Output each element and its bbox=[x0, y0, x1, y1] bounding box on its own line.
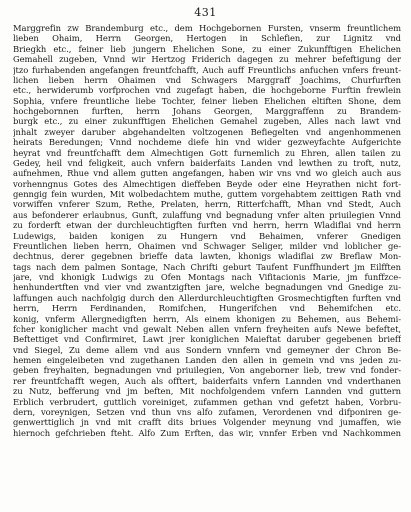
text-line: vorwiffen vnferer Szum, Rethe, Prelaten, herrn, Ritterfchafft, Mhan vnd Stedt, Auch bbox=[13, 199, 401, 210]
text-line: heirats Beredungen; Vnnd nochdeme diefe hin vnd wider gezweyfachte Aufgerichte bbox=[13, 137, 401, 148]
text-line: Freuntlichen lieben herrn, Ohaimen vnd Schwager Seliger, milder vnd loblicher ge- bbox=[13, 240, 401, 251]
text-line: Erblich verbrudert, guttlich voreiniget, zufammen gethan vnd gefetzt haben, Vorbru- bbox=[13, 396, 401, 407]
text-line: lieben Ohaim, Herrn Georgen, Hertogen in Schlefien, zur Lignitz vnd bbox=[13, 33, 401, 44]
text-line: jare, vnd khonigk Ludwigs zu Ofen Montags nach Vifitacionis Marie, jm funffzce- bbox=[13, 272, 401, 282]
text-line: henhundertften vnd vier vnd zwantzigften jare, welche begnadungen vnd Gnedige zu- bbox=[13, 282, 401, 293]
text-line: Gedey, heil vnd feligkeit, auch vnfern baiderfaits Landen vnd lewthen zu troft, nutz, bbox=[13, 157, 401, 168]
text-line: vorhenngnus Gotes des Almechtigen dieffeben Beyde oder eine Heyrathen nicht fort- bbox=[13, 178, 401, 189]
text-line: genngig fein wurden, Mit wolbedachtem muthe, guttem vorgehabtem zeittigen Rath vnd bbox=[13, 189, 401, 199]
text-line: rer freuntfchafft wegen, Auch als offtert, baiderfaits vnfern Lannden vnd vnderthanen bbox=[13, 375, 401, 386]
text-line: jnhalt zweyer daruber abgehandelten voltzogenen Befiegelten vnd angenhommenen bbox=[13, 126, 401, 137]
text-line: etc., herwiderumb vorfprochen vnd zugefagt haben, die hochgeborne Furftin frewlein bbox=[13, 85, 401, 96]
text-line: heyrat vnd freuntfchafft dem Almechtigen Gott furnemlich zu Ehren, allen tailen zu bbox=[13, 147, 401, 158]
text-line: genwerttiglich jn vnd mit crafft dits briues Volgender meynung vnd jumaffen, wie bbox=[13, 417, 401, 428]
text-line: geben freyhaiten, begnadungen vnd priuilegien, Von angeborner lieb, trew vnd fonder- bbox=[13, 365, 401, 376]
text-line: lichen lieben herrn Ohaimen vnd Schwagers Marggraff Joachims, Churfurften bbox=[13, 74, 401, 85]
text-line: jtzo furhabenden angefangen freuntfchafft, Auch auff Freuntlichs anfuchen vnfers freunt- bbox=[13, 64, 401, 75]
text-line: hiernoch gefchrieben fteht. Alfo Zum Erften, das wir, vnnfer Erben vnd Nachkommen bbox=[13, 427, 401, 438]
text-line: vnd Siegel, Zu deme allem vnd aus Sondern vnnfern vnd gemeyner der Chron Be- bbox=[13, 344, 401, 355]
text-line: tags nach dem palmen Sontage, Nach Chrifti geburt Taufent Funffhundert jm Eilfften bbox=[13, 261, 401, 272]
page-number: 431 bbox=[194, 6, 217, 19]
text-line: aufnehmen, Rhue vnd allem gutten angefangen, haben wir vns vnd wo gleich auch aus bbox=[13, 168, 401, 179]
text-line: dechtnus, derer gegebnen brieffe data lawten, khonigs wladiflai zw Breflaw Mon- bbox=[13, 251, 401, 262]
text-line: fcher koniglicher macht vnd gewalt Neben allen vnfern freyheiten aufs Newe befeftet, bbox=[13, 323, 401, 334]
text-line: hochgebornnen furften, herrn Johans Georgen, Marggraffenn zu Brandem- bbox=[13, 106, 401, 116]
text-line: burgk etc., zu einer zukunfftigen Ehelichen Gemahel zugeben, Alles nach lawt vnd bbox=[13, 116, 401, 127]
body-text bbox=[13, 23, 401, 438]
text-line: herrn, Herrn Ferdinanden, Romifchen, Hungerifchen vnd Behemifchen etc. bbox=[13, 303, 401, 314]
text-line: Briegkh etc., feiner lieb jungern Ehelichen Sone, zu einer Zukunfftigen Ehelichen bbox=[13, 43, 401, 54]
text-line: Beftettiget vnd Confirmiret, Lawt jrer koniglichen Maieftat daruber gegebenen brieff bbox=[13, 334, 401, 345]
text-line: Ludewigs, baiden konigen zu Hungern vnd Behaimen, vnferer Gnedigen bbox=[13, 230, 401, 241]
text-line: Gemahell zugeben, Vnnd wir Hertzog Friderich dagegen zu mehrer befeftigung der bbox=[13, 54, 401, 65]
text-line: dern, voreynigen, Setzen vnd thun vns alfo zufamen, Verordenen vnd difponiren ge- bbox=[13, 406, 401, 417]
text-line: aus befonderer erlaubnus, Gunft, zulaffung vnd begnadung vnfer alten priuilegien Vnnd bbox=[13, 209, 401, 220]
text-line: zu Nutz, befferung vnd jm beften, Mit nochfolgendem vnfern Lannden vnd guttern bbox=[13, 386, 401, 397]
text-line: Sophia, vnfere freuntliche liebe Tochter, feiner lieben Ehelichen eltiften Shone, dem bbox=[13, 95, 401, 106]
text-line: zu forderft etwan der durchleuchtigften furften vnd herrn, herrn Wladiflai vnd herrn bbox=[13, 220, 401, 231]
text-line: laffungen auch nachfolgig durch den Allerdurchleuchtigften Grosmechtigften furften vnd bbox=[13, 292, 401, 303]
text-line: Marggrefin zw Brandemburg etc., dem Hochgebornen Fursten, vnserm freuntlichem bbox=[13, 23, 401, 33]
text-line: hemen eingeleibeten vnd zugethanen Landen den allen in gemein vnd vns jeden zu- bbox=[13, 355, 401, 365]
text-line: konig, vnferm Allergnedigften herrn, Als einem khonigen zu Behemen, aus Behemi- bbox=[13, 313, 401, 324]
